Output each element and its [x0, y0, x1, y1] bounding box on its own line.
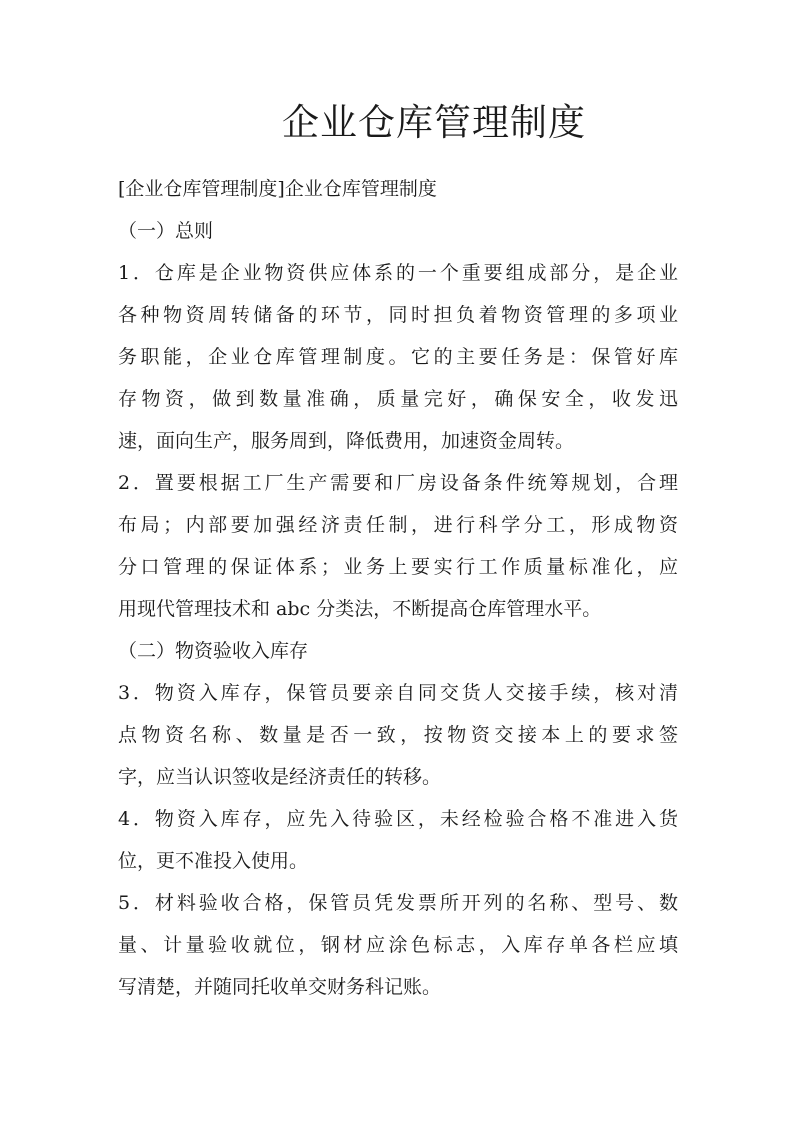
paragraph-line: 3．物资入库存，保管员要亲自同交货人交接手续，核对清 [118, 682, 678, 704]
paragraph-3 [118, 672, 678, 798]
subtitle-line: [企业仓库管理制度]企业仓库管理制度 [118, 178, 437, 200]
paragraph-line: 各种物资周转储备的环节，同时担负着物资管理的多项业 [118, 304, 678, 326]
document-body [118, 168, 678, 1008]
paragraph-line: 布局；内部要加强经济责任制，进行科学分工，形成物资 [118, 514, 678, 536]
section-heading-receiving: （二）物资验收入库存 [118, 640, 309, 662]
paragraph-line: 5．材料验收合格，保管员凭发票所开列的名称、型号、数 [118, 892, 678, 914]
paragraph-line: 分口管理的保证体系；业务上要实行工作质量标准化，应 [118, 556, 678, 578]
paragraph-line: 速，面向生产，服务周到，降低费用，加速资金周转。 [118, 430, 575, 452]
paragraph-line: 1．仓库是企业物资供应体系的一个重要组成部分，是企业 [118, 262, 678, 284]
paragraph-5 [118, 882, 678, 1008]
paragraph-line: 量、计量验收就位，钢材应涂色标志，入库存单各栏应填 [118, 934, 678, 956]
paragraph-line: 点物资名称、数量是否一致，按物资交接本上的要求签 [118, 724, 678, 746]
paragraph-line: 存物资，做到数量准确，质量完好，确保安全，收发迅 [118, 388, 678, 410]
paragraph-line: 4．物资入库存，应先入待验区，未经检验合格不准进入货 [118, 808, 678, 830]
document-title: 企业仓库管理制度 [282, 101, 586, 144]
paragraph-line: 用现代管理技术和 abc 分类法，不断提高仓库管理水平。 [118, 598, 602, 620]
section-heading-general: （一）总则 [118, 220, 214, 242]
paragraph-1 [118, 252, 678, 462]
paragraph-2 [118, 462, 678, 630]
paragraph-4 [118, 798, 678, 882]
paragraph-line: 字，应当认识签收是经济责任的转移。 [118, 766, 442, 788]
paragraph-line: 位，更不准投入使用。 [118, 850, 309, 872]
paragraph-line: 写清楚，并随同托收单交财务科记账。 [118, 976, 442, 998]
paragraph-line: 务职能，企业仓库管理制度。它的主要任务是：保管好库 [118, 346, 678, 368]
paragraph-line: 2．置要根据工厂生产需要和厂房设备条件统筹规划，合理 [118, 472, 678, 494]
